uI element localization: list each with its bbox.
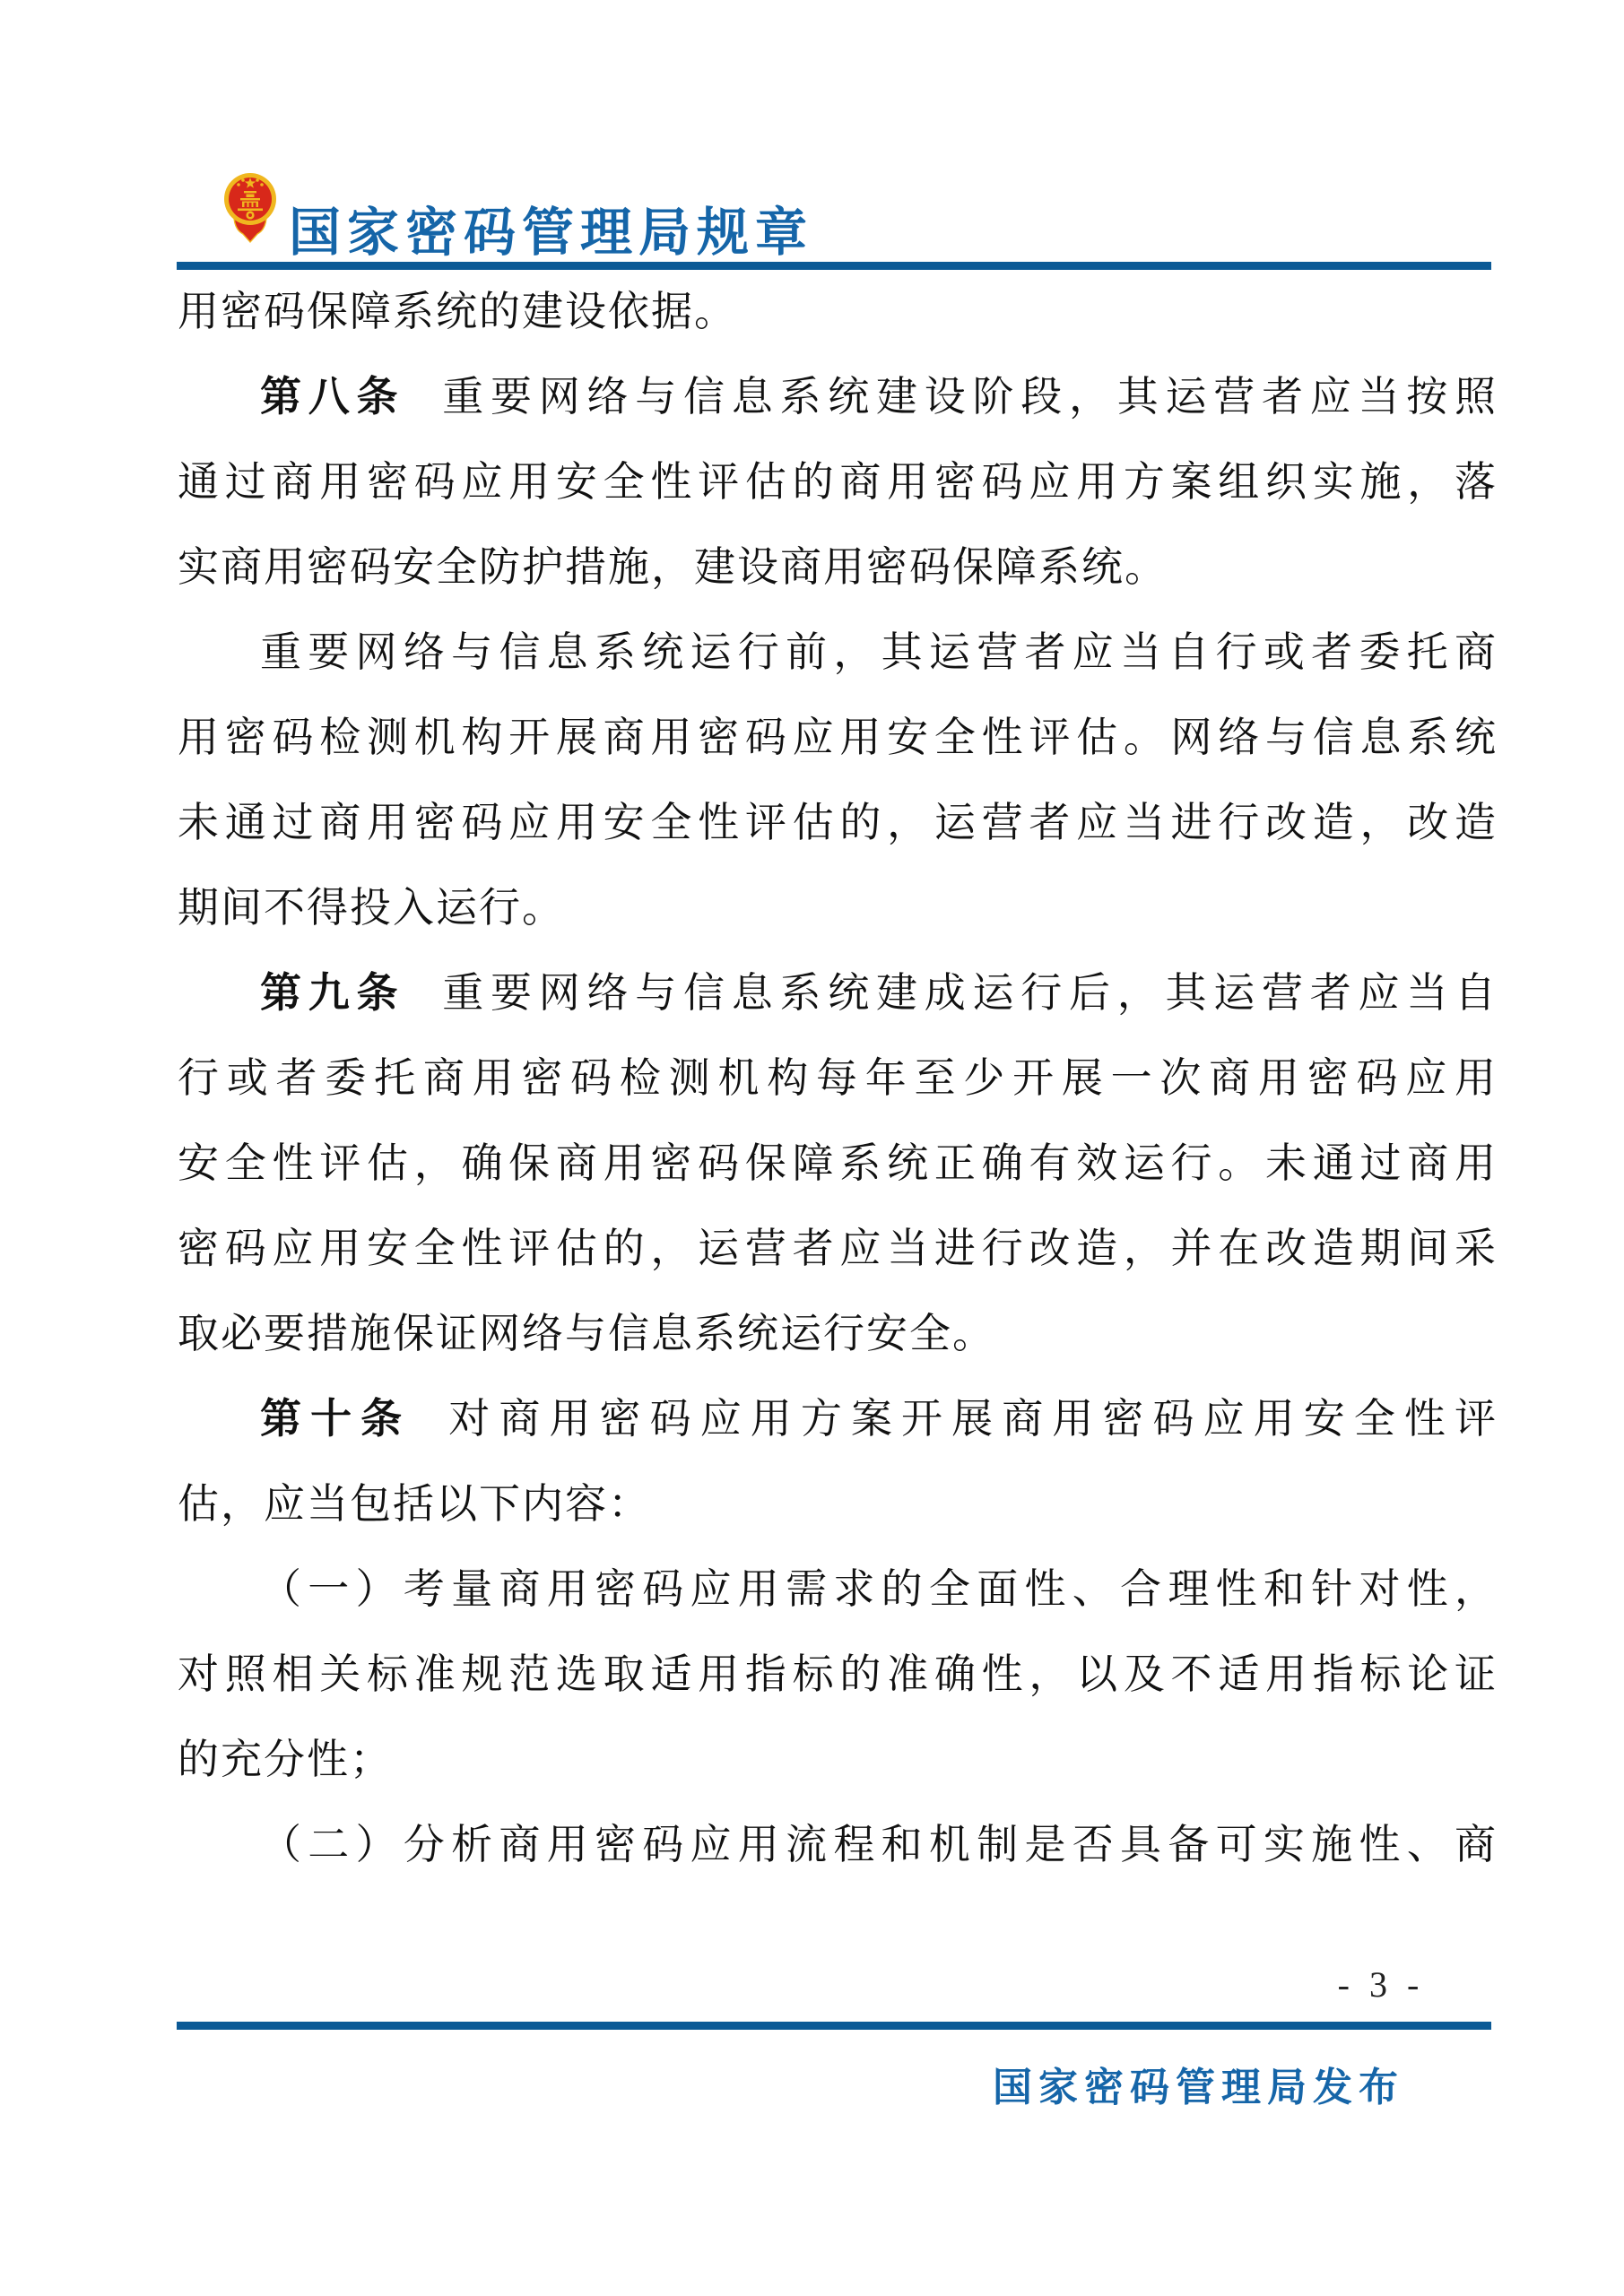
body-line: 对照相关标准规范选取适用指标的准确性，以及不适用指标论证 [178, 1651, 1498, 1697]
body-line: 密码应用安全性评估的，运营者应当进行改造，并在改造期间采 [178, 1226, 1498, 1271]
article-text: 对商用密码应用方案开展商用密码应用安全性评 [448, 1396, 1498, 1442]
publisher-label: 国家密码管理局发布 [993, 2066, 1404, 2110]
national-emblem-icon [222, 170, 278, 246]
article-text: 重要网络与信息系统建设阶段，其运营者应当按照 [442, 374, 1498, 420]
body-line: 期间不得投入运行。 [178, 885, 565, 931]
body-line: 未通过商用密码应用安全性评估的，运营者应当进行改造，改造 [178, 800, 1498, 845]
article-text: 重要网络与信息系统建成运行后，其运营者应当自 [442, 970, 1498, 1016]
document-body [178, 269, 1498, 1887]
body-line: 估，应当包括以下内容： [178, 1481, 651, 1527]
page-number: - 3 - [1337, 1964, 1425, 2005]
body-line: 的充分性； [178, 1737, 393, 1782]
body-line: 重要网络与信息系统运行前，其运营者应当自行或者委托商 [260, 629, 1498, 675]
body-line: 用密码检测机构开展商用密码应用安全性评估。网络与信息系统 [178, 715, 1498, 760]
body-line: （一）考量商用密码应用需求的全面性、合理性和针对性， [260, 1566, 1498, 1612]
body-line: 用密码保障系统的建设依据。 [178, 289, 737, 334]
footer-divider [177, 2022, 1491, 2030]
body-line: 通过商用密码应用安全性评估的商用密码应用方案组织实施，落 [178, 459, 1498, 505]
body-line [178, 354, 1498, 439]
article-number: 第九条 [260, 969, 405, 1016]
body-line [178, 950, 1498, 1035]
body-line: 实商用密码安全防护措施，建设商用密码保障系统。 [178, 544, 1168, 590]
page-title: 国家密码管理局规章 [289, 204, 814, 262]
body-line: 行或者委托商用密码检测机构每年至少开展一次商用密码应用 [178, 1055, 1498, 1101]
body-line [178, 1376, 1498, 1461]
article-number: 第八条 [260, 373, 405, 420]
body-line: 安全性评估，确保商用密码保障系统正确有效运行。未通过商用 [178, 1140, 1498, 1186]
article-number: 第十条 [260, 1395, 412, 1442]
body-line: 取必要措施保证网络与信息系统运行安全。 [178, 1311, 995, 1356]
body-line: （二）分析商用密码应用流程和机制是否具备可实施性、商 [260, 1822, 1498, 1867]
